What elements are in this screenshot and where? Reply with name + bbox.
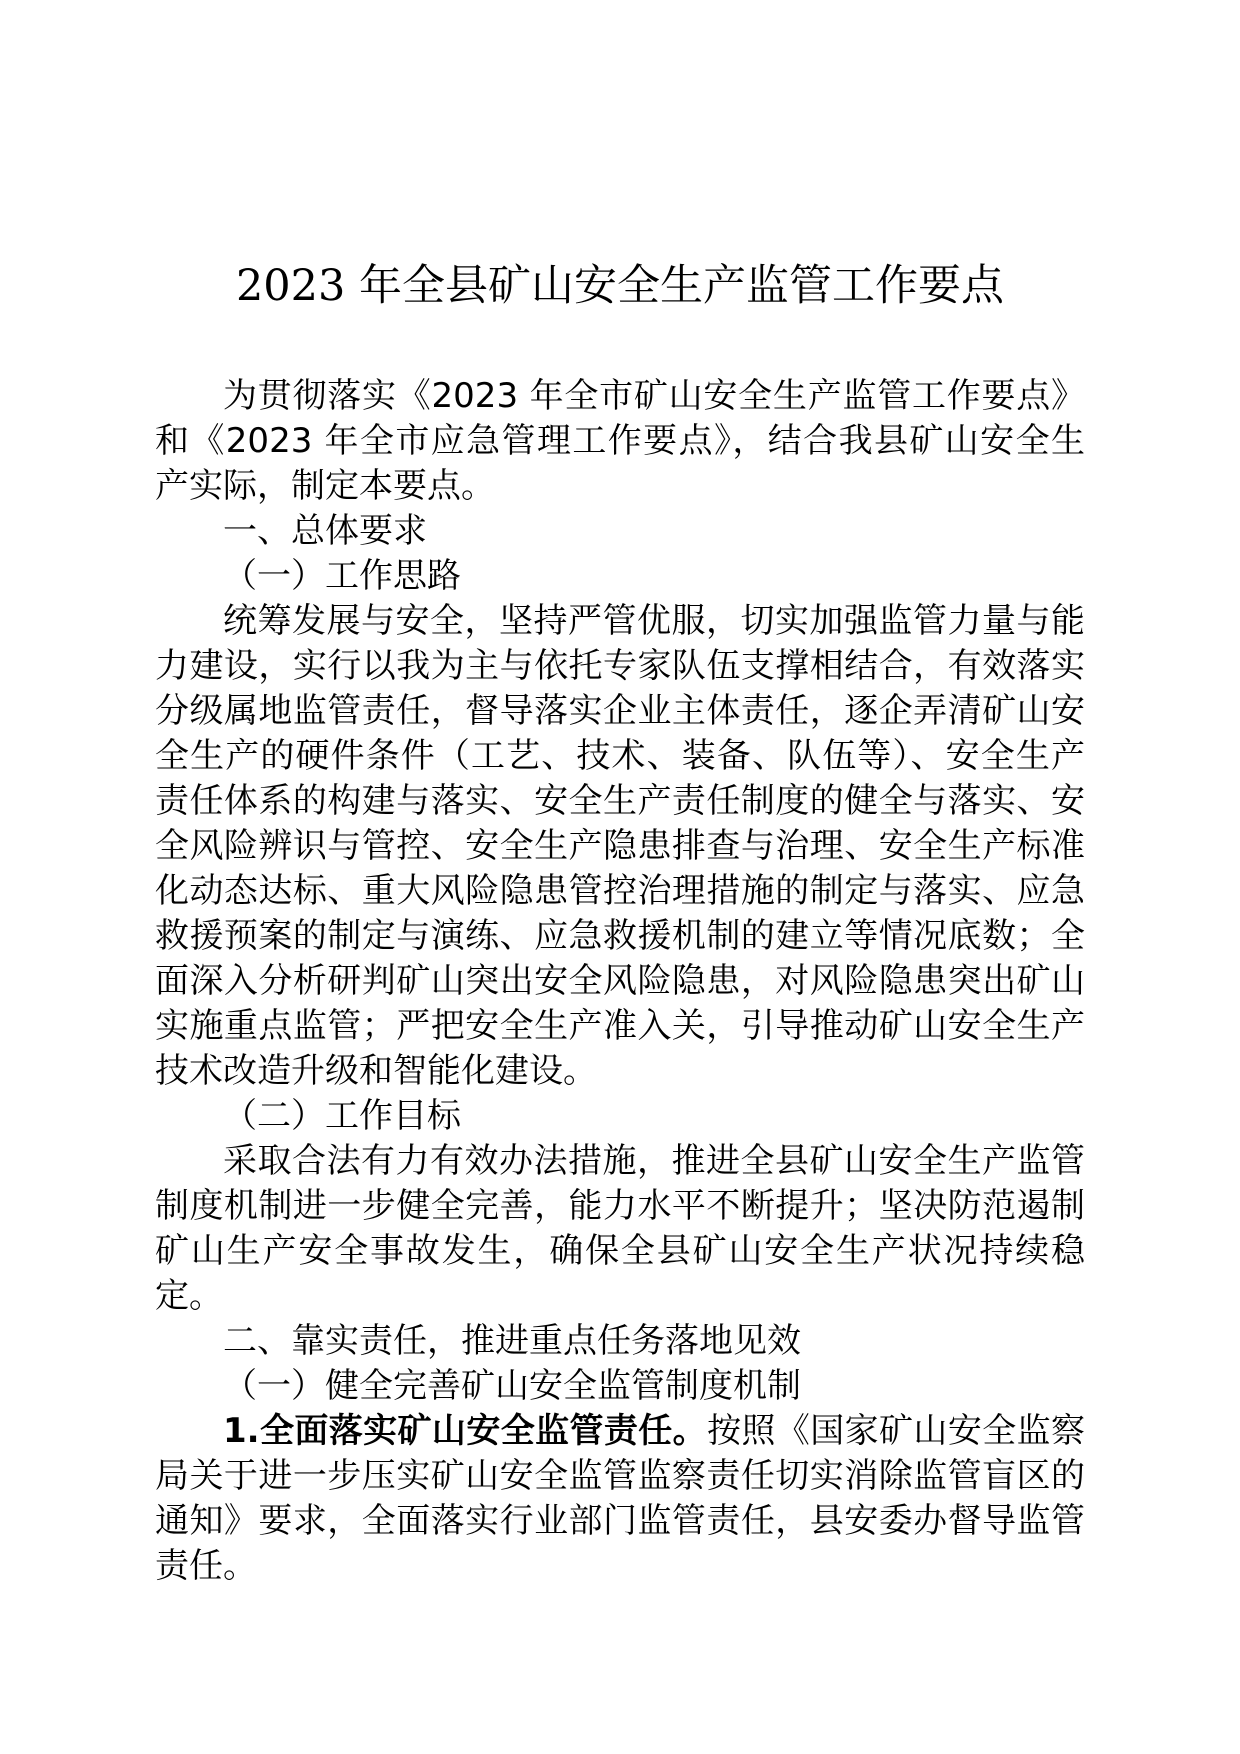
section-2-sub-1-heading: （一）健全完善矿山安全监管制度机制 <box>223 1366 801 1406</box>
section-1-sub-1-heading: （一）工作思路 <box>223 556 461 596</box>
section-2-heading: 二、靠实责任，推进重点任务落地见效 <box>223 1321 801 1361</box>
intro-paragraph: 为贯彻落实《2023 年全市矿山安全生产监管工作要点》和《2023 年全市应急管理工作要点》，结合我县矿山安全生产实际，制定本要点。 <box>155 376 1085 506</box>
item-1-lead: 1.全面落实矿山安全监管责任。 <box>223 1411 708 1451</box>
document-body <box>155 374 1085 1589</box>
document-title: 2023 年全县矿山安全生产监管工作要点 <box>235 261 1005 311</box>
section-2-item-1-paragraph <box>155 1409 1085 1589</box>
section-1-sub-1-paragraph: 统筹发展与安全，坚持严管优服，切实加强监管力量与能力建设，实行以我为主与依托专家队伍支撑相结合，有效落实分级属地监管责任，督导落实企业主体责任，逐企弄清矿山安全生产的硬件条件（工艺、技术、装备、队伍等）、安全生产责任体系的构建与落实、安全生产责任制度的健全与落实、安全风险辨识与管控、安全生产隐患排查与治理、安全生产标准化动态达标、重大风险隐患管控治理措施的制定与落实、应急救援预案的制定与演练、应急救援机制的建立等情况底数；全面深入分析研判矿山突出安全风险隐患，对风险隐患突出矿山实施重点监管；严把安全生产准入关，引导推动矿山安全生产技术改造升级和智能化建设。 <box>155 601 1085 1091</box>
section-1-heading: 一、总体要求 <box>223 511 427 551</box>
section-1-sub-2-heading: （二）工作目标 <box>223 1096 461 1136</box>
item-1-text: 按照《国家矿山安全监察局关于进一步压实矿山安全监管监察责任切实消除监管盲区的通知》要求，全面落实行业部门监管责任，县安委办督导监管责任。 <box>155 1411 1086 1586</box>
section-1-sub-2-paragraph: 采取合法有力有效办法措施，推进全县矿山安全生产监管制度机制进一步健全完善，能力水平不断提升；坚决防范遏制矿山生产安全事故发生，确保全县矿山安全生产状况持续稳定。 <box>155 1141 1085 1316</box>
